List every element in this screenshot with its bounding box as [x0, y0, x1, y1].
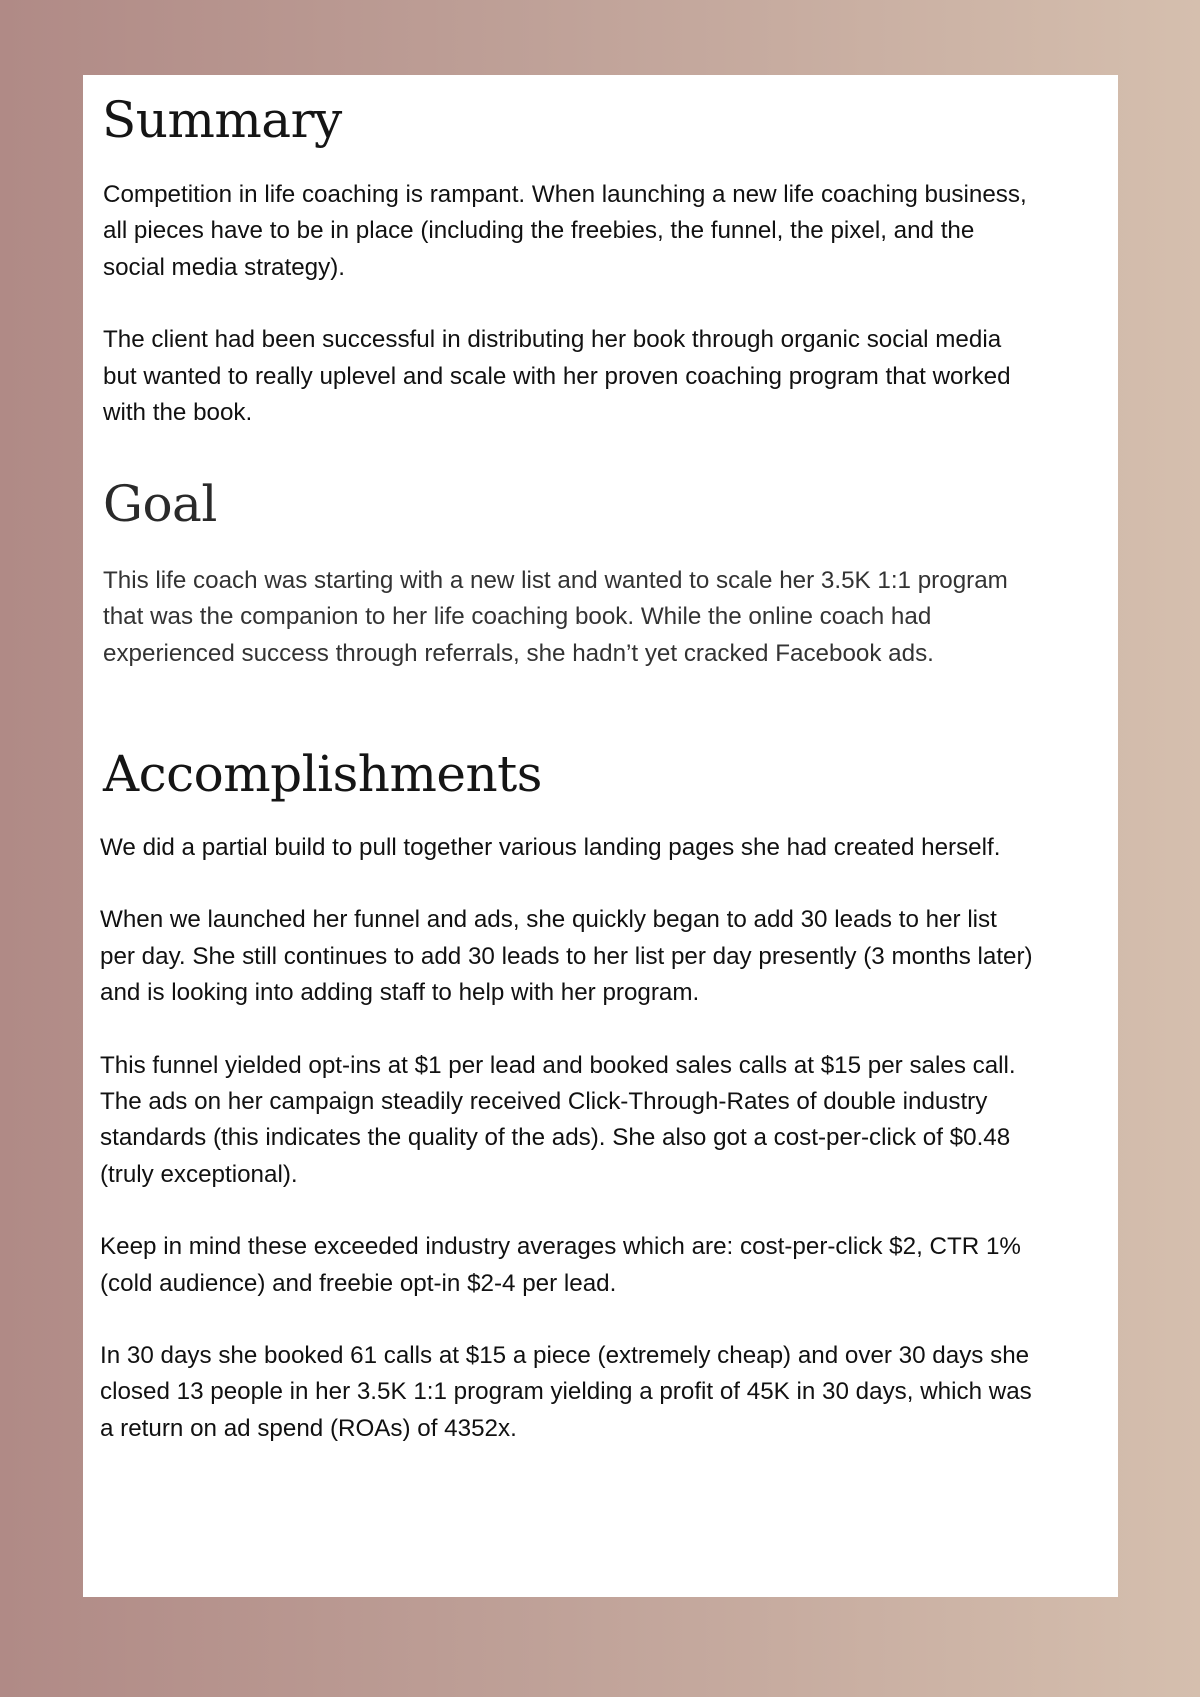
- accomplishments-heading: Accomplishments: [103, 745, 542, 803]
- summary-paragraph: The client had been successful in distributing her book through organic social media but wanted to really uplevel and scale with her proven coaching program that worked with the book.: [103, 326, 1011, 427]
- accomplishments-paragraph: In 30 days she booked 61 calls at $15 a piece (extremely cheap) and over 30 days she closed 13 people in her 3.5K 1:1 program yielding a profit of 45K in 30 days, which was a return on ad spend (ROAs) of 4352x.: [100, 1342, 1032, 1442]
- summary-section: [103, 177, 1038, 431]
- document-card: [83, 75, 1118, 1597]
- accomplishments-paragraph: Keep in mind these exceeded industry averages which are: cost-per-click $2, CTR 1% (cold audience) and freebie opt-in $2-4 per lead.: [100, 1233, 1021, 1297]
- summary-heading: Summary: [102, 91, 342, 149]
- accomplishments-section: [100, 830, 1035, 1447]
- summary-paragraph: Competition in life coaching is rampant. When launching a new life coaching business, all pieces have to be in place (including the freebies, the funnel, the pixel, and the social media strategy).: [103, 181, 1027, 281]
- accomplishments-paragraph: When we launched her funnel and ads, she quickly began to add 30 leads to her list per day. She still continues to add 30 leads to her list per day presently (3 months later) and is looking into adding staff to help with her program.: [100, 906, 1033, 1007]
- goal-section: [103, 563, 1038, 672]
- goal-paragraph: This life coach was starting with a new list and wanted to scale her 3.5K 1:1 program that was the companion to her life coaching book. While the online coach had experienced success through referrals, she hadn’t yet cracked Facebook ads.: [103, 567, 1008, 667]
- accomplishments-paragraph: This funnel yielded opt-ins at $1 per lead and booked sales calls at $15 per sales call. The ads on her campaign steadily received Click-Through-Rates of double industry standards (this indicates the quality of the ads). She also got a cost-per-click of $0.48 (truly exceptional).: [100, 1051, 1016, 1188]
- accomplishments-paragraph: We did a partial build to pull together various landing pages she had created herself.: [100, 834, 1001, 861]
- goal-heading: Goal: [103, 475, 217, 533]
